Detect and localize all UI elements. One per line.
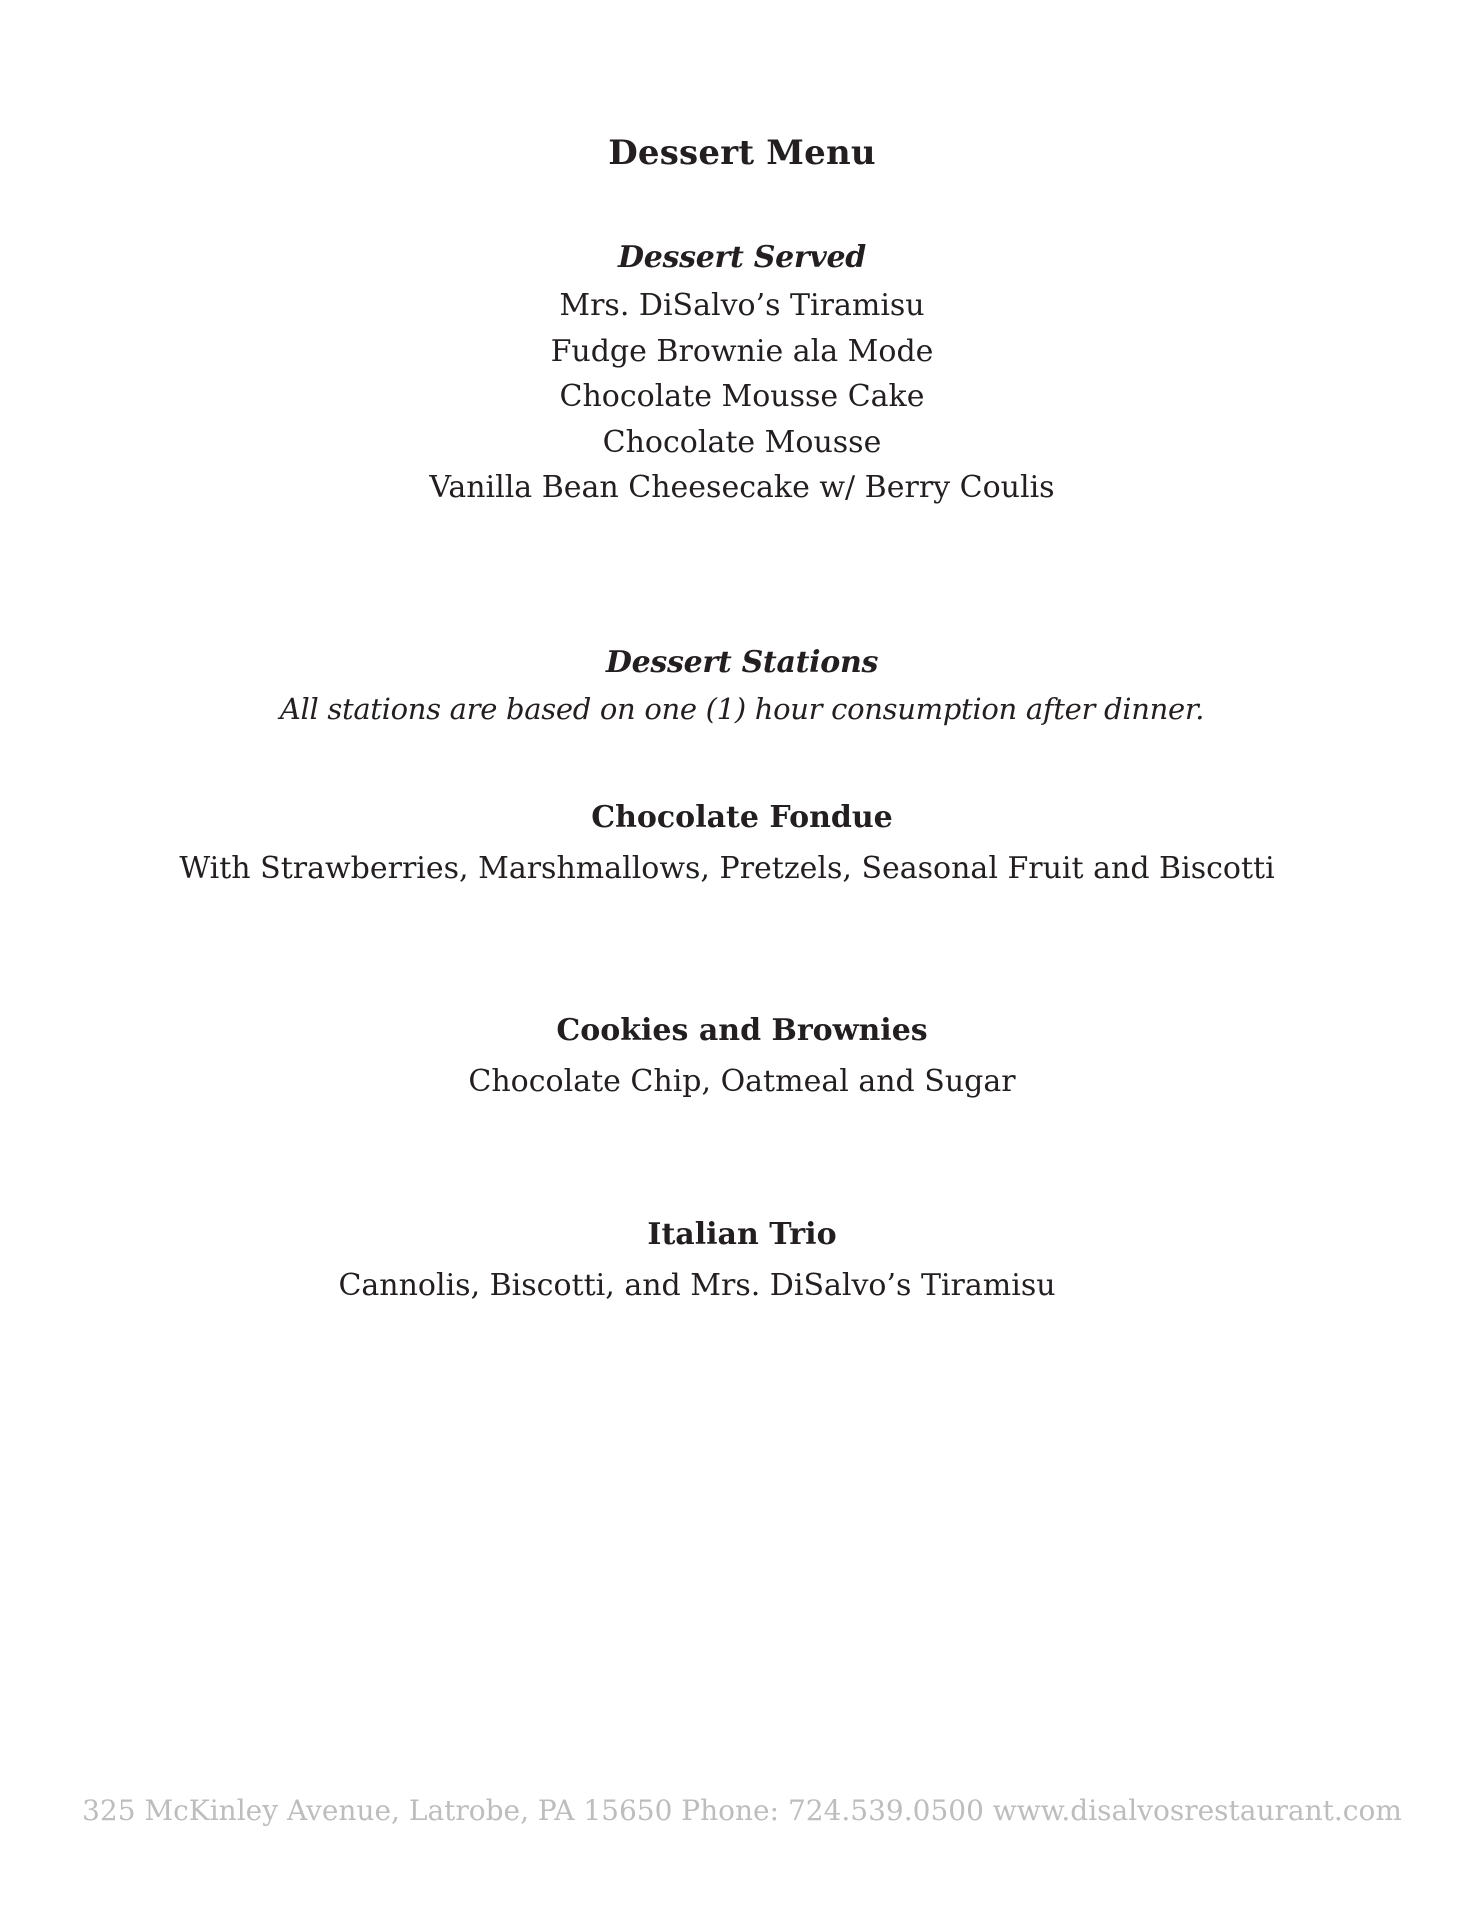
footer-contact: 325 McKinley Avenue, Latrobe, PA 15650 Phone: 724.539.0500 www.disalvosrestaurant.com (82, 1794, 1402, 1827)
list-item: Chocolate Mousse (602, 424, 882, 460)
station-title-cookies-brownies: Cookies and Brownies (556, 1013, 928, 1048)
dessert-served-list (0, 283, 1484, 511)
station-title-italian-trio: Italian Trio (647, 1217, 837, 1252)
list-item: Mrs. DiSalvo’s Tiramisu (559, 288, 925, 323)
station-title-chocolate-fondue: Chocolate Fondue (591, 800, 893, 835)
list-item: Fudge Brownie ala Mode (550, 333, 934, 369)
list-item: Chocolate Mousse Cake (559, 379, 925, 414)
station-desc-italian-trio: Cannolis, Biscotti, and Mrs. DiSalvo’s Tiramisu (338, 1268, 1056, 1303)
stations-note: All stations are based on one (1) hour consumption after dinner. (279, 692, 1205, 726)
station-desc-cookies-brownies: Chocolate Chip, Oatmeal and Sugar (468, 1064, 1016, 1099)
dessert-served-heading: Dessert Served (618, 240, 866, 275)
dessert-stations-heading: Dessert Stations (605, 645, 879, 680)
list-item: Vanilla Bean Cheesecake w/ Berry Coulis (429, 470, 1055, 505)
station-desc-chocolate-fondue: With Strawberries, Marshmallows, Pretzels, Seasonal Fruit and Biscotti (179, 851, 1275, 886)
page-title: Dessert Menu (608, 133, 876, 173)
